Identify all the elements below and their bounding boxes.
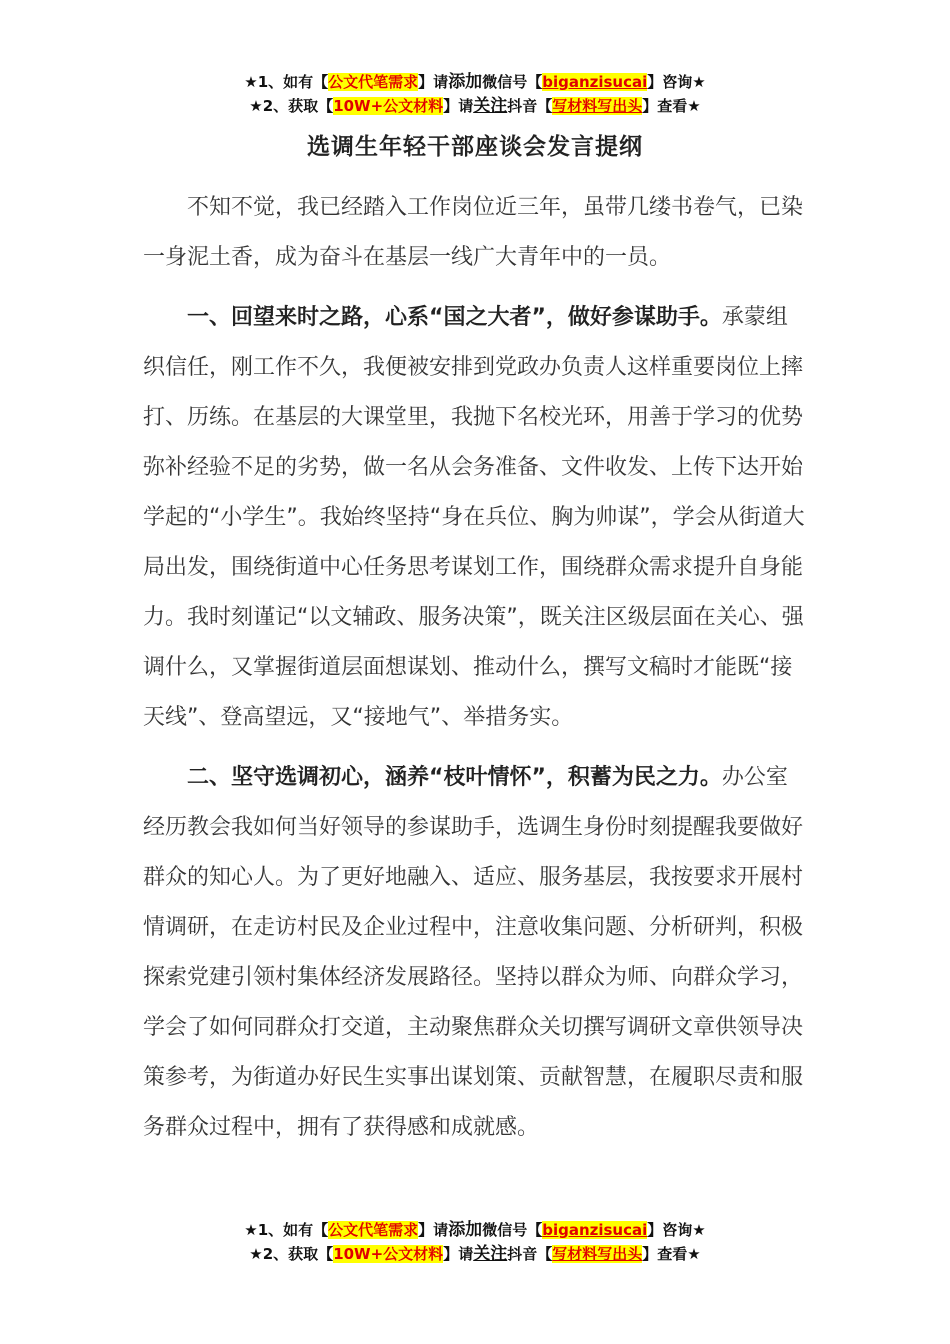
section-one-paragraph: [143, 293, 807, 743]
section-one-heading: 一、回望来时之路，心系“国之大者”，做好参谋助手。: [187, 305, 722, 330]
promo-line-1-mid2: 微信号【: [482, 73, 543, 91]
promo-footer-line-2-mid2: 抖音【: [507, 1245, 553, 1263]
promo-line-1: [0, 70, 950, 94]
promo-footer-line-2-mid: 】请: [443, 1245, 474, 1263]
promo-line-1-emphasis: 添加: [448, 72, 483, 92]
promo-line-2-suffix: 】查看★: [642, 97, 701, 115]
promo-wechat-id: biganzisucai: [542, 73, 648, 91]
document-title: 选调生年轻干部座谈会发言提纲: [307, 134, 643, 160]
promo-footer-wechat-id: biganzisucai: [542, 1221, 648, 1239]
intro-paragraph: [143, 183, 807, 283]
section-two-paragraph: [143, 753, 807, 1153]
promo-line-2-mid2: 抖音【: [507, 97, 553, 115]
section-one-text: 承蒙组织信任，刚工作不久，我便被安排到党政办负责人这样重要岗位上摔打、历练。在基层的大课堂里，我抛下名校光环，用善于学习的优势弥补经验不足的劣势，做一名从会务准备、文件收发、上传下达开始学起的“小学生”。我始终坚持“身在兵位、胸为帅谋”，学会从街道大局出发，围绕街道中心任务思考谋划工作，围绕群众需求提升自身能力。我时刻谨记“以文辅政、服务决策”，既关注区级层面在关心、强调什么，又掌握街道层面想谋划、推动什么，撰写文稿时才能既“接天线”、登高望远，又“接地气”、举措务实。: [143, 305, 805, 730]
promo-line-2-prefix: ★2、获取【: [249, 97, 334, 115]
promo-footer-line-2-suffix: 】查看★: [642, 1245, 701, 1263]
promo-footer-line-1-mid: 】请: [418, 1221, 449, 1239]
promo-footer-line-1-suffix: 】咨询★: [647, 1221, 706, 1239]
promo-footer-line-1-prefix: ★1、如有【: [244, 1221, 329, 1239]
promo-footer-highlight-materials: 10W+公文材料: [333, 1245, 444, 1263]
promo-line-2-emphasis: 关注: [473, 96, 508, 116]
paragraph-text: 不知不觉，我已经踏入工作岗位近三年，虽带几缕书卷气，已染一身泥土香，成为奋斗在基层一线广大青年中的一员。: [143, 195, 804, 270]
section-two-text: 办公室经历教会我如何当好领导的参谋助手，选调生身份时刻提醒我要做好群众的知心人。为了更好地融入、适应、服务基层，我按要求开展村情调研，在走访村民及企业过程中，注意收集问题、分析研判，积极探索党建引领村集体经济发展路径。坚持以群众为师、向群众学习，学会了如何同群众打交道，主动聚焦群众关切撰写调研文章供领导决策参考，为街道办好民生实事出谋划策、贡献智慧，在履职尽责和服务群众过程中，拥有了获得感和成就感。: [143, 765, 804, 1140]
promo-footer-line-2: [0, 1242, 950, 1266]
promo-footer-line-2-prefix: ★2、获取【: [249, 1245, 334, 1263]
promo-footer-line-2-emphasis: 关注: [473, 1244, 508, 1264]
promo-footer-line-1-emphasis: 添加: [448, 1220, 483, 1240]
promo-highlight-ghostwriting: 公文代笔需求: [328, 73, 419, 91]
promo-line-1-suffix: 】咨询★: [647, 73, 706, 91]
promo-footer-line-1: [0, 1218, 950, 1242]
section-two-heading: 二、坚守选调初心，涵养“枝叶情怀”，积蓄为民之力。: [187, 765, 722, 790]
promo-line-2-mid: 】请: [443, 97, 474, 115]
promo-line-1-mid: 】请: [418, 73, 449, 91]
promo-line-2: [0, 94, 950, 118]
promo-footer-highlight-ghostwriting: 公文代笔需求: [328, 1221, 419, 1239]
promo-footer: [0, 1218, 950, 1266]
promo-footer-line-1-mid2: 微信号【: [482, 1221, 543, 1239]
promo-highlight-materials: 10W+公文材料: [333, 97, 444, 115]
promo-header: [0, 70, 950, 118]
promo-footer-douyin-account: 写材料写出头: [552, 1245, 643, 1263]
promo-douyin-account: 写材料写出头: [552, 97, 643, 115]
promo-line-1-prefix: ★1、如有【: [244, 73, 329, 91]
document-body: [143, 183, 807, 1153]
